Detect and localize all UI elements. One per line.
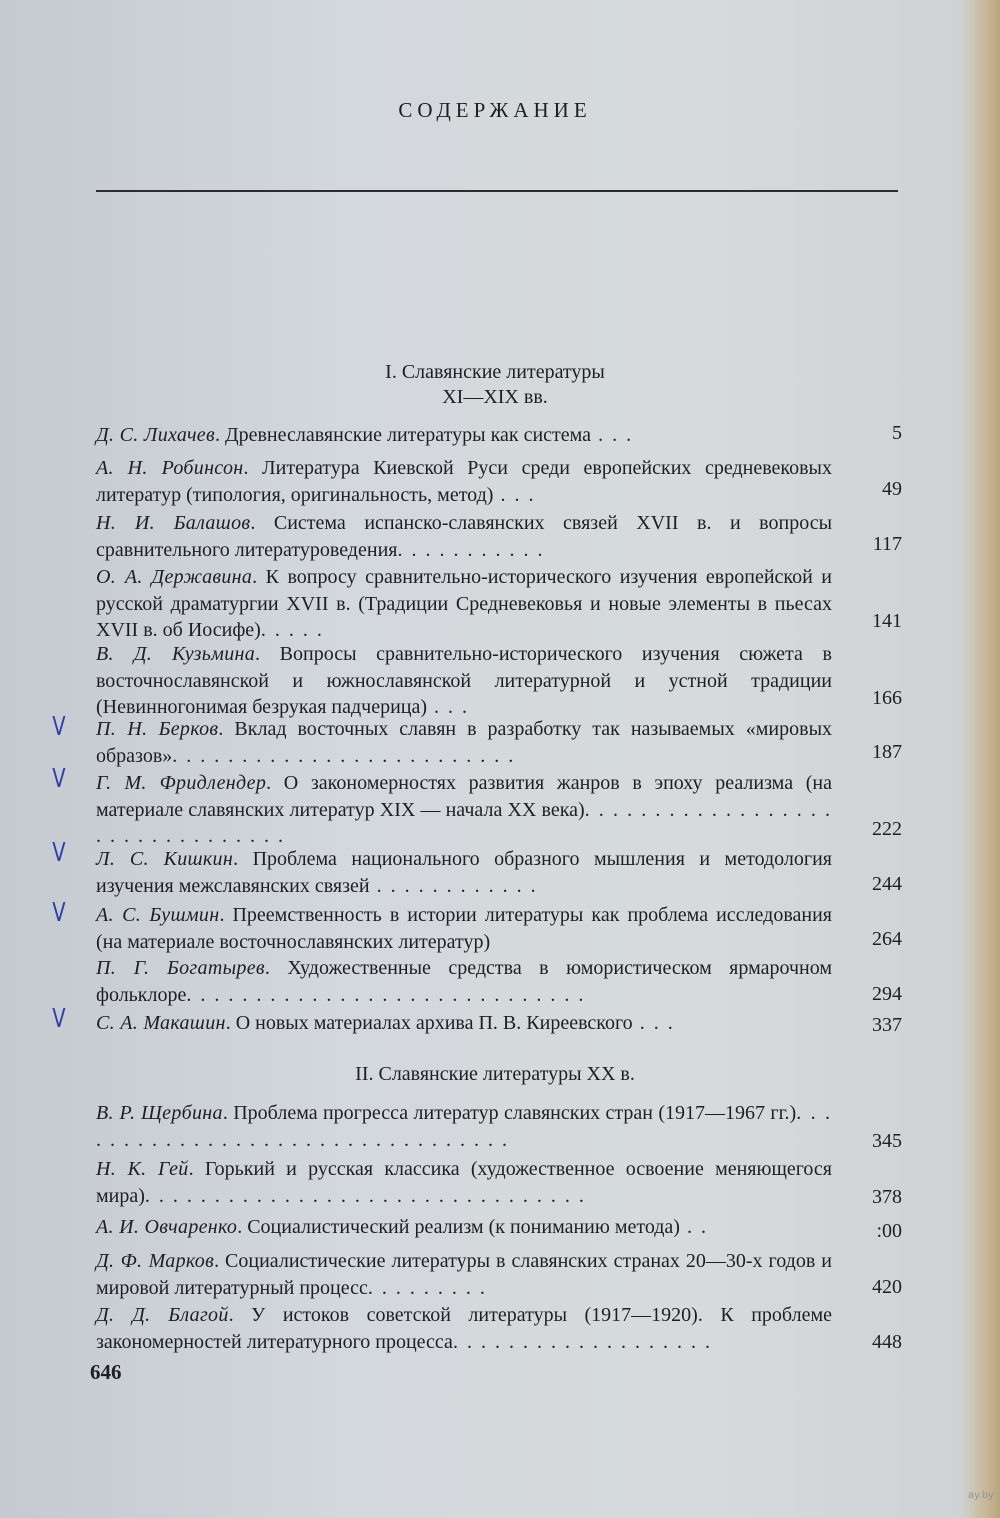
- entry-page-number: 187: [872, 741, 902, 763]
- entry-page-number: 141: [872, 610, 902, 632]
- entry-title: . Проблема прогресса литератур славянских стран (1917—1967 гг.): [222, 1102, 797, 1124]
- entry-leader-dots: . . . . . . . . . . . .: [369, 874, 538, 897]
- pen-check-mark: V: [52, 764, 66, 794]
- entry-author: С. А. Макашин: [96, 1012, 226, 1034]
- entry-leader-dots: . . .: [591, 424, 634, 446]
- entry-page-number: 448: [872, 1331, 902, 1353]
- entry-title: . Вклад восточных славян в разработку так называемых «мировых образов»: [96, 718, 833, 767]
- entry-leader-dots: . . . . .: [260, 619, 324, 641]
- entry-author: В. Р. Щербина: [96, 1102, 223, 1124]
- section-heading-1-line1: I. Славянские литературы: [385, 361, 605, 383]
- entry-author: А. Н. Робинсон: [96, 457, 244, 479]
- entry-leader-dots: . .: [679, 1216, 708, 1238]
- toc-entry: [96, 641, 832, 721]
- watermark-text: ay.by: [967, 1490, 994, 1501]
- pen-check-mark: V: [52, 712, 66, 742]
- entry-title: . Система испанско-славянских связей XVII в. и вопросы сравнительного литературоведения: [96, 512, 833, 561]
- toc-entry: [96, 564, 832, 644]
- entry-author: А. С. Бушмин: [96, 904, 220, 926]
- section-heading-2: II. Славянские литературы XX в.: [355, 1063, 635, 1085]
- entry-page-number: :00: [876, 1220, 902, 1242]
- entry-page-number: 117: [872, 533, 902, 555]
- section-heading-1-line2: XI—XIX вв.: [442, 386, 548, 408]
- entry-title: . О новых материалах архива П. В. Киреевского: [225, 1012, 633, 1034]
- entry-title: . Преемственность в истории литературы как проблема исследования (на материале восточнославянских литератур): [96, 904, 832, 953]
- toc-entry: [96, 510, 832, 563]
- entry-author: Д. С. Лихачев: [96, 424, 215, 446]
- entry-title: . Художественные средства в юмористическом ярмарочном фольклоре: [96, 957, 832, 1006]
- toc-entry: [96, 1100, 832, 1153]
- toc-entry: [96, 955, 832, 1008]
- entry-title: . У истоков советской литературы (1917—1920). К проблеме закономерностей литературного процесса: [96, 1304, 832, 1353]
- entry-leader-dots: . . . . . . . . . . .: [397, 538, 545, 561]
- title-rule: [96, 190, 898, 192]
- entry-page-number: 420: [872, 1276, 902, 1298]
- entry-author: А. И. Овчаренко: [96, 1216, 238, 1238]
- entry-page-number: 244: [872, 873, 902, 895]
- toc-entry: [96, 422, 832, 449]
- entry-author: Г. М. Фридлендер: [96, 772, 267, 794]
- entry-page-number: 5: [892, 422, 902, 444]
- entry-page-number: 49: [882, 478, 902, 500]
- toc-entry: [96, 1248, 832, 1301]
- entry-page-number: 264: [872, 928, 902, 950]
- entry-leader-dots: . . . . . . . . . . . . . . . . . . . . . . . . . . . . . . . .: [144, 1184, 586, 1207]
- entry-page-number: 222: [872, 818, 902, 840]
- toc-entry: [96, 770, 832, 850]
- entry-leader-dots: . . . . . . . . . . . . . . . . . . . . . . . . . . . . . . . . .: [96, 1102, 832, 1151]
- pen-check-mark: V: [52, 898, 66, 928]
- entry-title: . Древнеславянские литературы как система: [214, 424, 592, 446]
- entry-title: . Социалистический реализм (к пониманию метода): [237, 1216, 680, 1238]
- entry-author: Н. И. Балашов: [96, 512, 251, 534]
- entry-title: . Проблема национального образного мышления и методология изучения межславянских связей: [96, 848, 832, 897]
- page-folio-number: 646: [90, 1360, 122, 1384]
- entry-title: . Вопросы сравнительно-исторического изучения сюжета в восточнославянской и южнославянской литературной и устной традиции (Невинногонимая безрукая падчерица): [96, 643, 832, 718]
- pen-check-mark: V: [52, 838, 66, 868]
- entry-author: В. Д. Кузьмина: [96, 643, 256, 665]
- page-title: СОДЕРЖАНИЕ: [398, 98, 592, 122]
- entry-leader-dots: . . .: [493, 483, 536, 506]
- entry-leader-dots: . . .: [632, 1012, 675, 1034]
- toc-entry: [96, 1156, 832, 1209]
- toc-entry: [96, 716, 832, 769]
- entry-leader-dots: . . . . . . . . . . . . . . . . . . .: [452, 1330, 712, 1353]
- toc-entry: [96, 902, 832, 955]
- entry-leader-dots: . . .: [427, 696, 470, 718]
- entry-title: . Горький и русская классика (художественное освоение меняющегося мира): [96, 1158, 832, 1207]
- toc-entry: [96, 846, 832, 899]
- entry-leader-dots: . . . . . . . . . . . . . . . . . . . . . . . . .: [172, 744, 516, 767]
- entry-leader-dots: . . . . . . . . . . . . . . . . . . . . . . . . . . . . . . . .: [96, 798, 833, 847]
- toc-entry: [96, 455, 832, 508]
- pen-check-mark: V: [52, 1004, 66, 1034]
- toc-entry: [96, 1010, 832, 1037]
- toc-entry: [96, 1302, 832, 1355]
- entry-page-number: 166: [872, 687, 902, 709]
- entry-page-number: 294: [872, 983, 902, 1005]
- entry-page-number: 345: [872, 1130, 902, 1152]
- entry-author: Д. Ф. Марков: [96, 1250, 215, 1272]
- entry-title: . Социалистические литературы в славянских странах 20—30-х годов и мировой литературный процесс: [96, 1250, 832, 1299]
- entry-leader-dots: . . . . . . . . . . . . . . . . . . . . . . . . . . . . .: [186, 983, 586, 1006]
- entry-author: П. Н. Берков: [96, 718, 219, 740]
- entry-title: . К вопросу сравнительно-исторического изучения европейской и русской драматургии XVII в. (Традиции Средневековья и новые элементы в пьесах XVII в. об Иосифе): [96, 566, 832, 641]
- entry-leader-dots: . . . . . . . . .: [367, 1276, 487, 1299]
- entry-page-number: 337: [872, 1014, 902, 1036]
- entry-page-number: 378: [872, 1186, 902, 1208]
- entry-author: Д. Д. Благой: [96, 1304, 229, 1326]
- entry-author: Л. С. Кишкин: [96, 848, 234, 870]
- section-heading-1: [0, 360, 990, 410]
- entry-author: О. А. Державина: [96, 566, 253, 588]
- entry-title: . О закономерностях развития жанров в эпоху реализма (на материале славянских литератур XIX — начала XX века): [96, 772, 832, 821]
- entry-author: П. Г. Богатырев: [96, 957, 265, 979]
- entry-author: Н. К. Гей: [96, 1158, 189, 1180]
- entry-title: . Литература Киевской Руси среди европейских средневековых литератур (типология, оригинальность, метод): [96, 457, 832, 506]
- toc-entry: [96, 1214, 832, 1241]
